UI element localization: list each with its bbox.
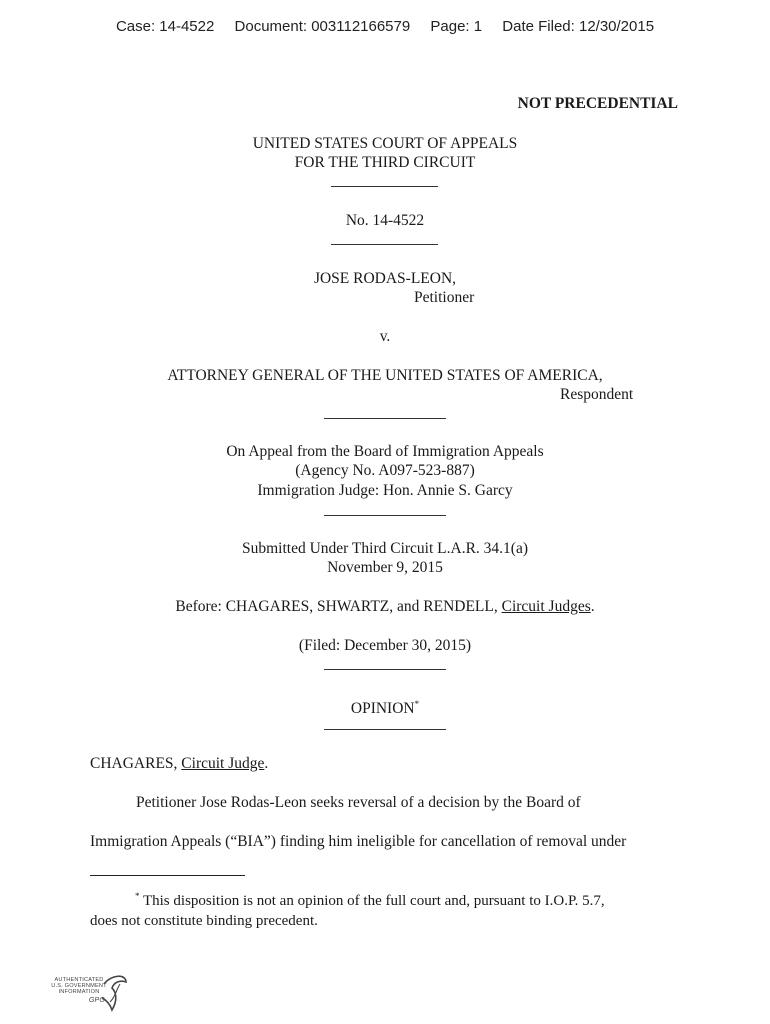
filed-date: (Filed: December 30, 2015)	[298, 637, 472, 654]
submission-date: November 9, 2015	[327, 559, 443, 576]
opinion-label: OPINION	[350, 700, 415, 718]
footnote-line1-wrap	[90, 886, 690, 911]
case-number: Case: 14-4522	[115, 18, 215, 35]
court-name-line2: FOR THE THIRD CIRCUIT	[294, 154, 476, 171]
footnote-line2: does not constitute binding precedent.	[90, 913, 318, 929]
author-name: CHAGARES,	[90, 755, 182, 772]
respondent-role: Respondent	[560, 386, 634, 403]
petitioner-role: Petitioner	[414, 289, 475, 306]
author-title: Circuit Judge	[181, 755, 265, 772]
divider	[324, 515, 446, 516]
respondent-name: ATTORNEY GENERAL OF THE UNITED STATES OF AMERICA,	[167, 367, 603, 384]
divider	[324, 418, 446, 419]
eagle-icon	[100, 972, 130, 1016]
stamp-line1: AUTHENTICATED	[54, 977, 104, 983]
agency-number: (Agency No. A097-523-887)	[295, 462, 475, 479]
divider	[331, 244, 438, 245]
panel-prefix: Before: CHAGARES, SHWARTZ, and RENDELL,	[175, 598, 502, 615]
filing-header	[0, 18, 770, 35]
footnote	[90, 886, 690, 931]
body-line1: Petitioner Jose Rodas-Leon seeks reversal of a decision by the Board of	[136, 794, 581, 811]
stamp-line3: INFORMATION	[58, 989, 100, 995]
page-number: Page: 1	[430, 18, 483, 35]
appeal-line1: On Appeal from the Board of Immigration Appeals	[226, 443, 544, 460]
divider	[324, 729, 446, 730]
stamp-line2: U.S. GOVERNMENT	[51, 983, 107, 989]
opinion-author	[90, 754, 268, 773]
divider	[331, 186, 438, 187]
panel-judges	[0, 597, 770, 616]
panel-suffix: .	[590, 598, 595, 615]
gpo-authentication-stamp	[44, 972, 134, 1016]
precedent-status: NOT PRECEDENTIAL	[517, 95, 678, 112]
date-filed: Date Filed: 12/30/2015	[502, 18, 655, 35]
opinion-heading	[0, 695, 770, 718]
submission-line: Submitted Under Third Circuit L.A.R. 34.1(a)	[242, 540, 528, 557]
divider	[324, 669, 446, 670]
immigration-judge: Immigration Judge: Hon. Annie S. Garcy	[257, 482, 513, 499]
author-suffix: .	[264, 755, 269, 772]
footnote-marker: *	[414, 699, 420, 709]
court-name-line1: UNITED STATES COURT OF APPEALS	[252, 135, 518, 152]
document-number: Document: 003112166579	[234, 18, 411, 35]
footnote-separator	[90, 875, 245, 876]
petitioner-name: JOSE RODAS-LEON,	[313, 270, 457, 287]
footnote-line1: This disposition is not an opinion of the full court and, pursuant to I.O.P. 5.7,	[139, 893, 605, 909]
docket-number: No. 14-4522	[345, 212, 425, 229]
body-line2: Immigration Appeals (“BIA”) finding him ineligible for cancellation of removal under	[90, 833, 627, 850]
stamp-line4: GPO	[88, 997, 106, 1004]
footnote-mark: *	[135, 891, 140, 901]
versus: v.	[379, 328, 391, 345]
panel-title: Circuit Judges	[501, 598, 591, 615]
